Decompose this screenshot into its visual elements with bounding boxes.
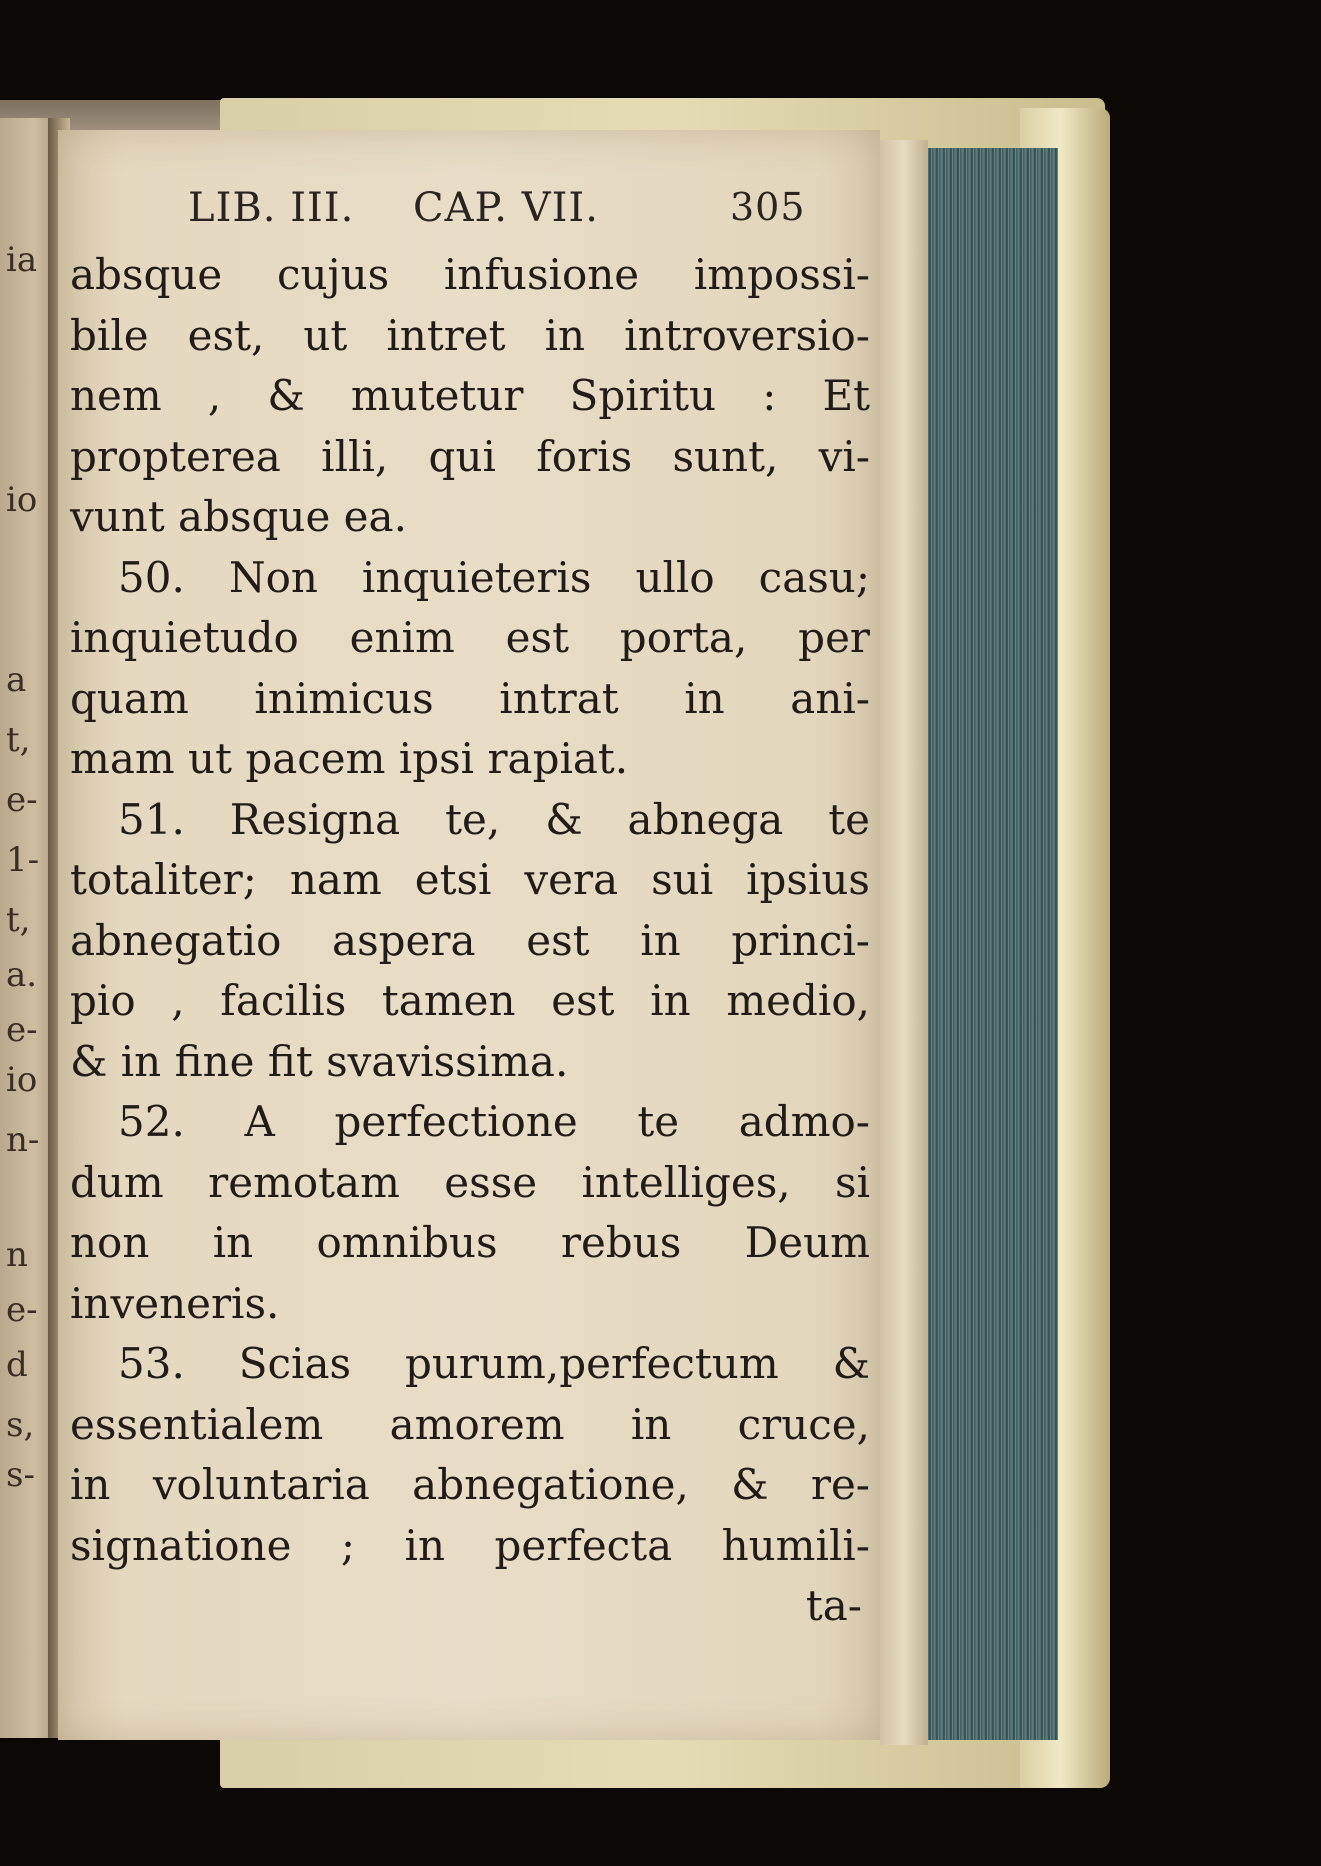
- text-line: non in omnibus rebus Deum: [70, 1218, 870, 1267]
- running-head-book: LIB. III.: [188, 185, 355, 231]
- facing-page-fragment: io: [6, 1060, 38, 1100]
- text-line: essentialem amorem in cruce,: [70, 1399, 870, 1449]
- text-line: nem , & mutetur Spiritu : Et: [70, 371, 870, 420]
- facing-page-fragment: a: [6, 660, 27, 700]
- text-line: vunt absque ea.: [70, 492, 407, 541]
- text-line: absque cujus infusione impossi-: [70, 250, 870, 299]
- text-line: inquietudo enim est porta, per: [70, 613, 870, 662]
- facing-page-fragment: s-: [6, 1455, 35, 1495]
- page-edge-shadow: [880, 140, 928, 1745]
- text-line: in voluntaria abnegatione, & re-: [70, 1460, 870, 1509]
- facing-page-fragment: s,: [6, 1405, 35, 1445]
- text-line: propterea illi, qui foris sunt, vi-: [70, 431, 870, 481]
- text-line: bile est, ut intret in introversio-: [70, 310, 870, 360]
- facing-page-fragment: 1-: [6, 840, 40, 880]
- text-line: abnegatio aspera est in princi-: [70, 915, 870, 965]
- facing-page-fragment: t,: [6, 720, 31, 760]
- page-number: 305: [730, 185, 806, 229]
- text-line: pio , facilis tamen est in medio,: [70, 976, 870, 1025]
- text-line: 52. A perfectione te admo-: [118, 1097, 870, 1146]
- facing-page-fragment: ia: [6, 240, 38, 280]
- text-line: quam inimicus intrat in ani-: [70, 673, 870, 723]
- facing-page-fragment: d: [6, 1345, 28, 1385]
- book-page: [58, 130, 880, 1740]
- facing-page-fragment: n-: [6, 1120, 40, 1160]
- text-line: mam ut pacem ipsi rapiat.: [70, 734, 629, 783]
- catchword: ta-: [805, 1581, 862, 1630]
- text-line: totaliter; nam etsi vera sui ipsius: [70, 855, 870, 904]
- facing-page-fragment: t,: [6, 900, 31, 940]
- facing-page-fragment: a.: [6, 955, 38, 995]
- text-line: inveneris.: [70, 1278, 280, 1328]
- text-line: signatione ; in perfecta humili-: [70, 1520, 870, 1570]
- text-line: 50. Non inquieteris ullo casu;: [118, 552, 870, 602]
- facing-page-fragment: e-: [6, 1290, 38, 1330]
- body-text: [70, 245, 870, 1637]
- text-line: & in fine fit svavissima.: [70, 1036, 569, 1086]
- text-line: 51. Resigna te, & abnega te: [118, 794, 870, 844]
- running-head: [188, 185, 828, 245]
- facing-page-fragment: e-: [6, 1010, 38, 1050]
- facing-page-fragment: e-: [6, 780, 38, 820]
- facing-page-fragment: n: [6, 1235, 28, 1275]
- facing-page-fragment: io: [6, 480, 38, 520]
- page-block-fore-edge: [918, 148, 1058, 1740]
- running-head-chapter: CAP. VII.: [413, 185, 599, 231]
- text-line: dum remotam esse intelliges, si: [70, 1157, 870, 1207]
- text-line: 53. Scias purum,perfectum &: [118, 1339, 870, 1388]
